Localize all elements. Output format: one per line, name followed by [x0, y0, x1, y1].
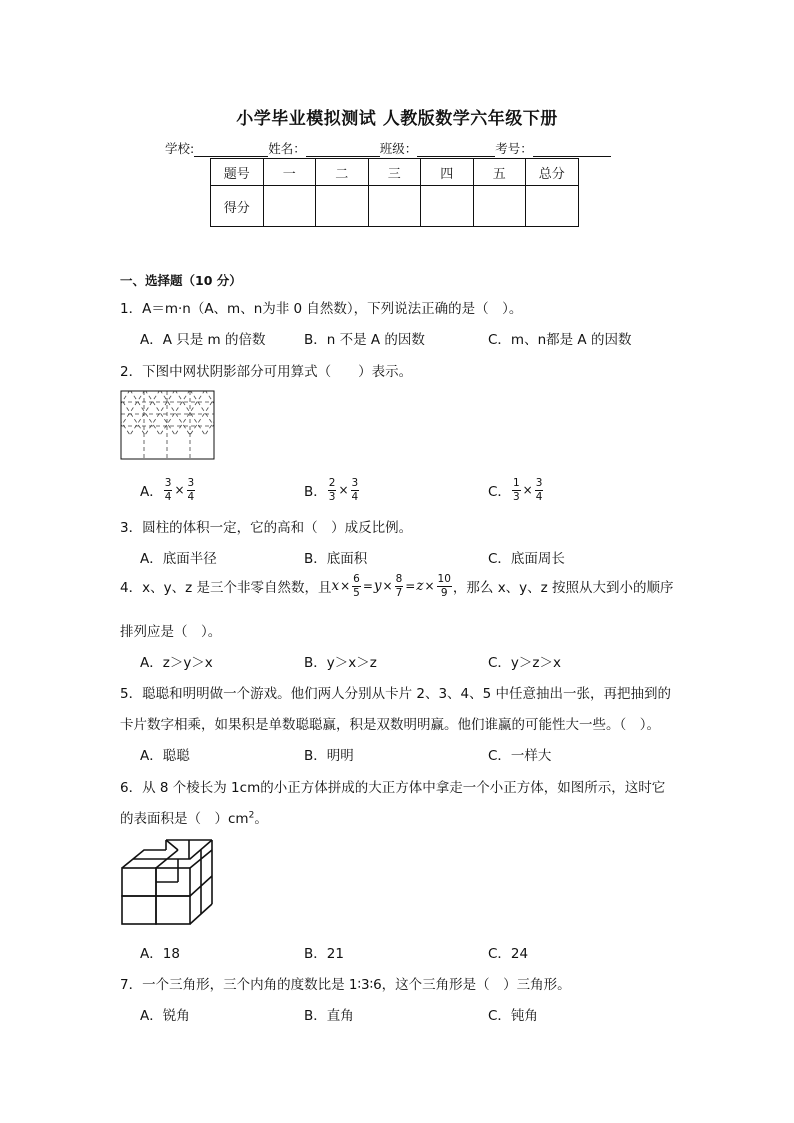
- numerator: 3: [164, 477, 172, 489]
- name-field[interactable]: [306, 141, 380, 157]
- q1-option-c[interactable]: C．m、n都是 A 的因数: [488, 332, 632, 348]
- student-info-line: [165, 139, 611, 157]
- fraction: [328, 478, 337, 502]
- q2-option-b[interactable]: [304, 478, 360, 502]
- option-label: B．: [304, 484, 327, 500]
- denominator: 4: [187, 490, 195, 503]
- q7-option-a[interactable]: A．锐角: [140, 1008, 190, 1024]
- question-6-line-1: 6．从 8 个棱长为 1cm的小正方体拼成的大正方体中拿走一个小正方体，如图所示，这时它: [120, 780, 666, 796]
- q3-option-c[interactable]: C．底面周长: [488, 551, 565, 567]
- q2-option-c[interactable]: [488, 478, 544, 502]
- q6-option-a[interactable]: A．18: [140, 946, 180, 962]
- numerator: 3: [535, 477, 543, 489]
- question-7-text: 7．一个三角形，三个内角的度数比是 1∶3∶6，这个三角形是（ ）三角形。: [120, 977, 571, 993]
- fraction: [395, 574, 404, 598]
- table-header-cell: 三: [368, 159, 421, 186]
- denominator: 9: [440, 586, 448, 599]
- equals-sign: =: [405, 579, 416, 593]
- numerator: 2: [328, 477, 336, 489]
- q3-option-b[interactable]: B．底面积: [304, 551, 368, 567]
- fraction: [164, 478, 173, 502]
- q1-option-b[interactable]: B．n 不是 A 的因数: [304, 332, 425, 348]
- table-header-cell: 二: [316, 159, 369, 186]
- fraction: [352, 574, 361, 598]
- denominator: 4: [351, 490, 359, 503]
- q6-line-2-text: 的表面积是（ ）cm: [120, 811, 249, 827]
- denominator: 3: [328, 490, 336, 503]
- denominator: 5: [353, 586, 360, 599]
- var-y: y: [373, 578, 382, 594]
- numerator: 8: [395, 573, 403, 585]
- var-z: z: [416, 578, 424, 594]
- denominator: 7: [395, 586, 403, 599]
- times-sign: ×: [382, 579, 393, 593]
- fraction: [187, 478, 196, 502]
- times-sign: ×: [338, 483, 349, 497]
- numerator: 6: [353, 573, 360, 585]
- q6-option-c[interactable]: C．24: [488, 946, 529, 962]
- denominator: 3: [512, 490, 520, 503]
- denominator: 4: [164, 490, 172, 503]
- table-header-cell: 题号: [211, 159, 264, 186]
- exam-number-label: 考号：: [495, 141, 533, 156]
- var-x: x: [331, 578, 340, 594]
- question-3-text: 3．圆柱的体积一定，它的高和（ ）成反比例。: [120, 520, 413, 536]
- q4-option-b[interactable]: B．y＞x＞z: [304, 655, 377, 671]
- cube-figure: [120, 838, 215, 926]
- times-sign: ×: [340, 579, 351, 593]
- q7-option-c[interactable]: C．钝角: [488, 1008, 538, 1024]
- score-row-label: 得分: [211, 186, 264, 227]
- option-label: A．: [140, 484, 163, 500]
- table-row: [211, 186, 579, 227]
- score-cell[interactable]: [421, 186, 474, 227]
- equals-sign: =: [362, 579, 373, 593]
- q5-option-b[interactable]: B．明明: [304, 748, 354, 764]
- fraction: [512, 478, 521, 502]
- name-label: 姓名：: [268, 141, 306, 156]
- q1-option-a[interactable]: A．A 只是 m 的倍数: [140, 332, 266, 348]
- class-label: 班级：: [379, 141, 418, 156]
- exam-number-field[interactable]: [533, 141, 611, 157]
- question-6-line-2: [120, 807, 268, 827]
- table-row: [211, 159, 579, 186]
- numerator: 1: [512, 477, 520, 489]
- fraction: [437, 574, 452, 598]
- table-header-cell: 五: [473, 159, 526, 186]
- question-4-text: [120, 574, 674, 598]
- question-5-line-1: 5．聪聪和明明做一个游戏。他们两人分别从卡片 2、3、4、5 中任意抽出一张，再把抽到的: [120, 686, 672, 702]
- q4-option-c[interactable]: C．y＞z＞x: [488, 655, 561, 671]
- numerator: 3: [187, 477, 195, 489]
- score-cell[interactable]: [526, 186, 579, 227]
- denominator: 4: [535, 490, 543, 503]
- q4-suffix: ，那么 x、y、z 按照从大到小的顺序: [452, 580, 674, 596]
- q4-prefix: 4．x、y、z 是三个非零自然数，且: [120, 580, 332, 596]
- fraction: [535, 478, 544, 502]
- score-cell[interactable]: [473, 186, 526, 227]
- score-cell[interactable]: [368, 186, 421, 227]
- option-label: C．: [488, 484, 511, 500]
- numerator: 10: [437, 573, 451, 585]
- score-table: [210, 158, 579, 227]
- numerator: 3: [351, 477, 359, 489]
- page-title: 小学毕业模拟测试 人教版数学六年级下册: [236, 109, 558, 129]
- q5-option-a[interactable]: A．聪聪: [140, 748, 190, 764]
- times-sign: ×: [424, 579, 435, 593]
- q4-option-a[interactable]: A．z＞y＞x: [140, 655, 213, 671]
- question-4-line-2: 排列应是（ ）。: [120, 624, 222, 640]
- table-header-cell: 四: [421, 159, 474, 186]
- table-header-cell: 一: [263, 159, 316, 186]
- question-2-text: 2．下图中网状阴影部分可用算式（ ）表示。: [120, 364, 413, 380]
- q6-option-b[interactable]: B．21: [304, 946, 344, 962]
- q7-option-b[interactable]: B．直角: [304, 1008, 354, 1024]
- superscript: 2: [248, 810, 255, 821]
- q3-option-a[interactable]: A．底面半径: [140, 551, 217, 567]
- question-1-text: 1．A＝m·n（A、m、n为非 0 自然数），下列说法正确的是（ ）。: [120, 301, 523, 317]
- times-sign: ×: [174, 483, 185, 497]
- school-field[interactable]: [194, 141, 268, 157]
- section-title: 一、选择题（10 分）: [120, 273, 242, 288]
- q6-line-2-end: 。: [254, 811, 268, 827]
- q5-option-c[interactable]: C．一样大: [488, 748, 552, 764]
- fraction: [351, 478, 360, 502]
- q2-option-a[interactable]: [140, 478, 196, 502]
- class-field[interactable]: [417, 141, 495, 157]
- score-cell[interactable]: [316, 186, 369, 227]
- question-5-line-2: 卡片数字相乘，如果积是单数聪聪赢，积是双数明明赢。他们谁赢的可能性大一些。（ ）。: [120, 717, 660, 733]
- grid-shading-figure: [120, 390, 215, 460]
- table-header-cell: 总分: [526, 159, 579, 186]
- times-sign: ×: [522, 483, 533, 497]
- school-label: 学校:: [165, 141, 195, 156]
- score-cell[interactable]: [263, 186, 316, 227]
